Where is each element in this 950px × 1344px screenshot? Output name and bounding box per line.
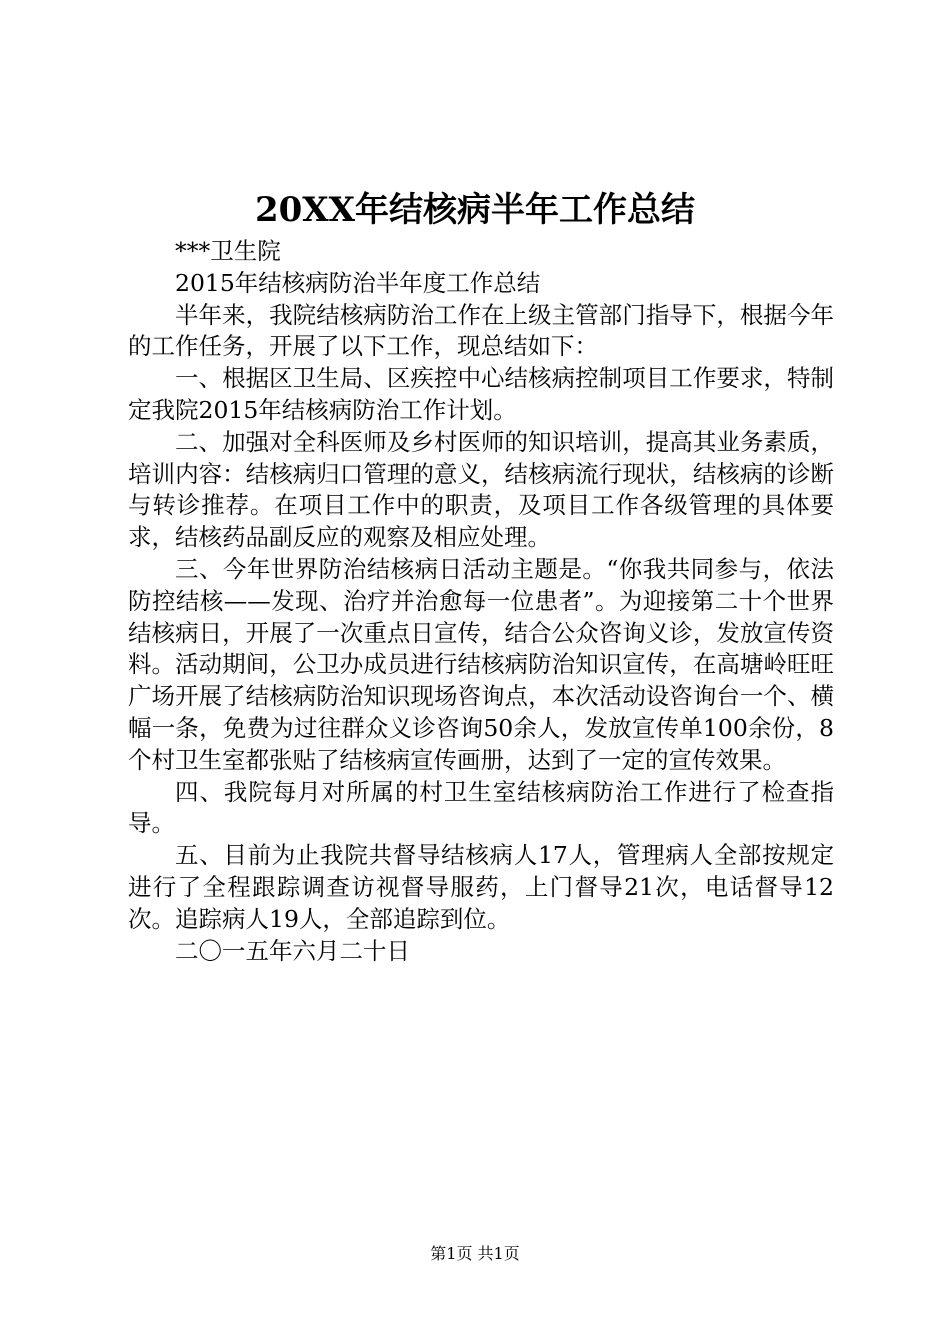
page-number-footer: 第1页 共1页 [430,1244,520,1263]
date-line: 二〇一五年六月二十日 [175,936,410,965]
intro-paragraph: 半年来，我院结核病防治工作在上级主管部门指导下，根据今年的工作任务，开展了以下工作，现总结如下： [128,300,834,361]
subtitle-line: 2015年结核病防治半年度工作总结 [175,268,541,297]
institution-line: ***卫生院 [175,237,281,265]
section-two-paragraph: 二、加强对全科医师及乡村医师的知识培训，提高其业务素质，培训内容：结核病归口管理的意义，结核病流行现状，结核病的诊断与转诊推荐。在项目工作中的职责，及项目工作各级管理的具体要求，结核药品副反应的观察及相应处理。 [128,427,834,552]
section-four-paragraph: 四、我院每月对所属的村卫生室结核病防治工作进行了检查指导。 [128,777,834,838]
section-five-paragraph: 五、目前为止我院共督导结核病人17人，管理病人全部按规定进行了全程跟踪调查访视督导服药，上门督导21次，电话督导12次。追踪病人19人，全部追踪到位。 [128,841,834,933]
page-title: 20XX年结核病半年工作总结 [254,190,696,230]
section-one-paragraph: 一、根据区卫生局、区疾控中心结核病控制项目工作要求，特制定我院2015年结核病防治工作计划。 [128,364,834,424]
section-three-paragraph: 三、今年世界防治结核病日活动主题是。“你我共同参与，依法防控结核——发现、治疗并治愈每一位患者”。为迎接第二十个世界结核病日，开展了一次重点日宣传，结合公众咨询义诊，发放宣传资料。活动期间，公卫办成员进行结核病防治知识宣传，在高塘岭旺旺广场开展了结核病防治知识现场咨询点，本次活动设咨询台一个、横幅一条，免费为过往群众义诊咨询50余人，发放宣传单100余份，8个村卫生室都张贴了结核病宣传画册，达到了一定的宣传效果。 [128,554,834,774]
document-body [128,236,834,967]
